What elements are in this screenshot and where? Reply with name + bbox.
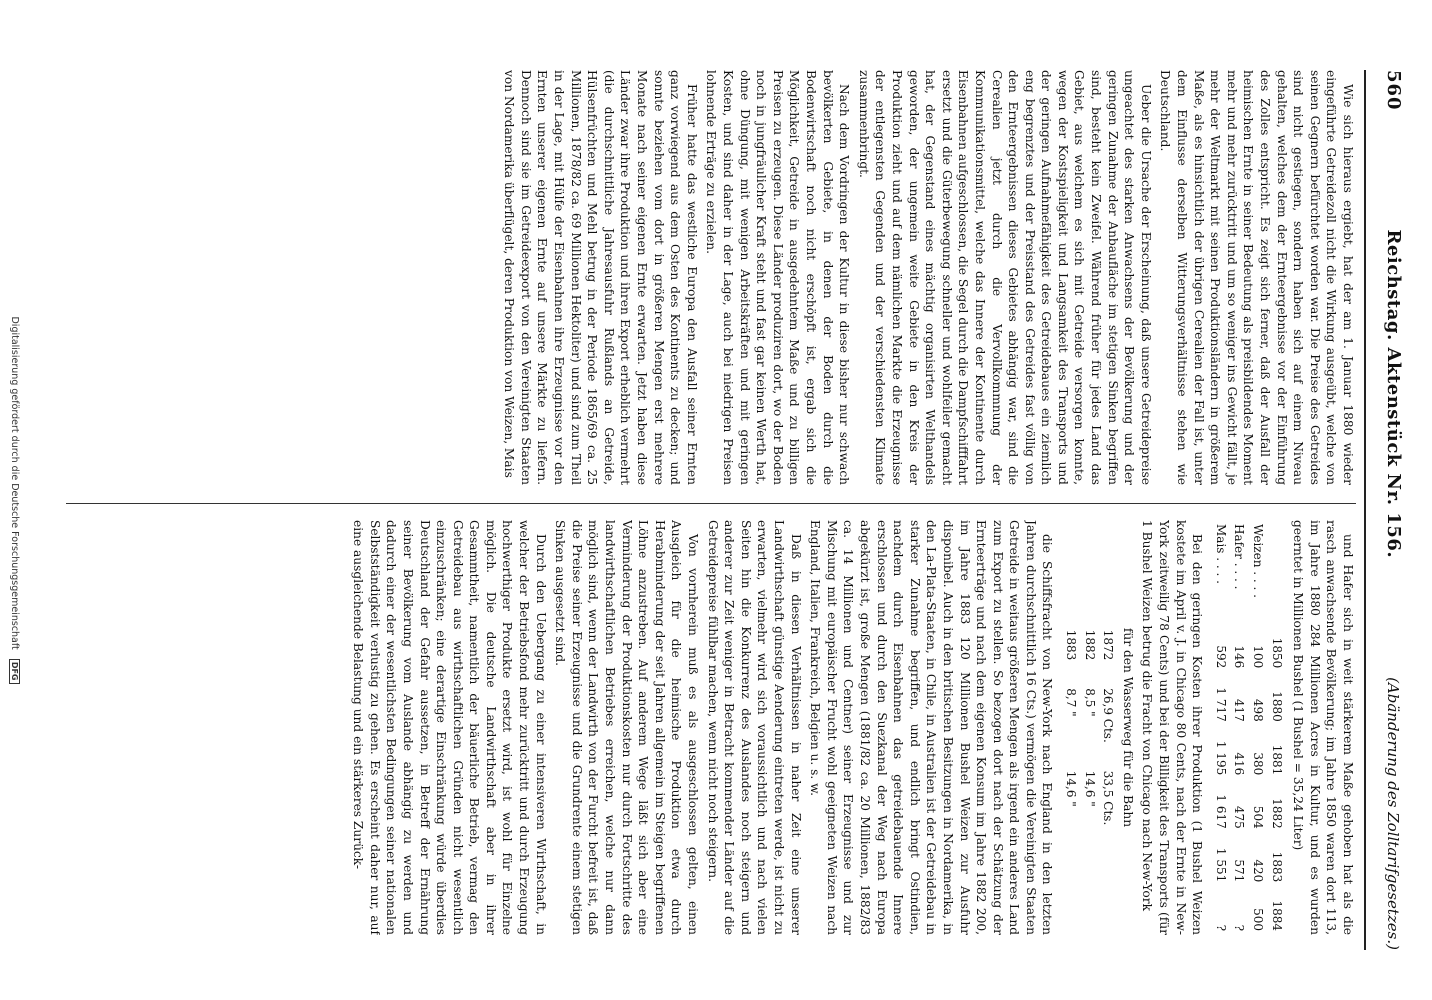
table-cell: 1 195 [1213, 740, 1228, 776]
table-cell: Mais . . . . [1213, 524, 1228, 584]
paragraph: Ueber die Ursache der Erscheinung, daß unsere Getreidepreise ungeachtet des starken Anwachsens der Bevölkerung und der geringen Zunahme der Anbaufläche im stetigen Sinken begriffen sind, besteht kein Zweifel. Während früher für jedes Land das Gebiet, aus welchem es sich mit Getreide versorgen konnte, wegen der Kostspieligkeit und Langsamkeit des Transports und der geringen Aufnahmefähigkeit des Getreidebaues ein ziemlich eng begrenztes und der Preisstand des Getreides fast völlig von den Ernteergebnissen dieses Gebietes abhängig war, sind die Cerealien jetzt durch die Vervollkommnung der Kommunikationsmittel, welche das Innere der Kontinente durch Eisenbahnen aufgeschlossen, die Segel durch die Dampfschifffahrt ersetzt und die Güterbewegung schneller und wohlfeiler gemacht hat, der Gegenstand eines mächtig organisirten Welthandels geworden, der ungemein weite Gebiete in den Kreis der Produktion zieht und auf dem nämlichen Markte die Erzeugnisse der entlegensten Gegenden und der verschiedensten Klimate zusammenbringt. [856, 70, 1153, 485]
table-cell: 1883 [1269, 851, 1284, 883]
table-cell: 1 617 [1213, 794, 1228, 829]
table-cell: 8,5 " [1082, 688, 1097, 717]
table-cell [1267, 520, 1286, 624]
paragraph: Durch den Uebergang zu einer intensiveren Wirthschaft, in welcher der Betriebsfond mehr zurücktritt und durch Erzeugung hochwerthiger Produkte ersetzt wird, ist wohl für Einzelne möglich. Die deutsche Landwirthschaft aber in ihrer Gesammtheit, namentlich der bäuerliche Betrieb, vermag den Getreidebau aus wirthschaftlichen Gründen nicht wesentlich einzuschränken; eine derartige Einschränkung würde überdies Deutschland der Gefahr aussetzen, in Betreff der Ernährung seiner Bevölkerung vom Auslande abhängig zu werden und dadurch einer der wesentlichsten Bedingungen seiner nationalen Selbstständigkeit verlustig zu gehen. Es erscheint daher nur, auf eine ausgleichende Belastung und ein stärkeres Zurück- [351, 520, 548, 935]
page-number: 560 [1383, 70, 1404, 111]
table-cell: 1 551 [1213, 847, 1228, 883]
table-cell: Hafer . . . . [1232, 524, 1247, 590]
table-cell: 1882 [1269, 798, 1284, 829]
table-cell: ? [1232, 924, 1247, 931]
table-header-row [1267, 520, 1286, 935]
paragraph: Früher hatte das westliche Europa den Ausfall seiner Ernten ganz vorwiegend aus dem Osten des Kontinents zu decken; und sonnte beziehen vom dort in größeren Mengen erst mehrere Monate nach seiner eigenen Ernte erwarten. Jetzt haben diese Länder zwar ihre Produktion und ihren Export erheblich vermehrt (die durchschnittliche Jahresausfuhr Rußlands an Getreide, Hülsenfrüchten und Mehl betrug in der Periode 1865/69 ca. 25 Millionen, 1878/82 ca. 69 Millionen Hektoliter) und sind zum Theil in der Lage, mit Hülfe der Eisenbahnen ihre Erzeugnisse vor den Ernten unserer eigenen Ernte auf unsere Märkte zu liefern. Dennoch sind sie im Getreideexport von den Vereinigten Staaten von Nordamerika überflügelt, deren Produktion von Weizen, Mais [502, 70, 699, 485]
table-row [1248, 520, 1267, 935]
left-column [66, 70, 1356, 485]
table-cell: 14,6 " [1082, 770, 1097, 807]
column-divider [66, 503, 1356, 504]
paragraph: und Hafer sich in weit stärkerem Maße gehoben hat als die rasch anwachsende Bevölkerung; im Jahre 1850 waren dort 113, im Jahre 1880 284 Millionen Acres in Kultur, und es wurden geerntet in Millionen Bushel (1 Bushel = 35,24 Liter) [1291, 520, 1355, 935]
table-row [1230, 520, 1249, 935]
table-cell: 1884 [1269, 900, 1284, 931]
table-cell: 146 [1232, 645, 1247, 669]
paragraph: Nach dem Vordringen der Kultur in diese bisher nur schwach bevölkerten Gebiete, in denen der Boden durch die Bodenwirtschaft noch nicht erschöpft ist, ergab sich die Möglichkeit, Getreide in ausgedehntem Maße und zu billigen Preisen zu erzeugen. Diese Länder produziren dort, wo der Boden noch in jungfräulicher Kraft steht und fast gar keinen Werth hat, ohne Düngung, mit wenigen Arbeitskräften und mit geringen Kosten, und sind daher in der Lage, auch bei niedrigen Preisen lohnende Erträge zu erzielen. [704, 70, 852, 485]
table-cell: 571 [1232, 859, 1247, 883]
table-cell: 33,5 Cts. [1101, 770, 1116, 826]
table-cell: 504 [1251, 805, 1266, 829]
freight-table [1062, 616, 1118, 840]
table-cell: 1872 [1101, 629, 1116, 661]
table-cell: 1882 [1082, 629, 1097, 661]
harvest-table [1211, 520, 1285, 935]
table-cell: 1880 [1269, 691, 1284, 722]
table-cell: 498 [1251, 698, 1266, 722]
table-cell: ? [1213, 924, 1228, 931]
table-cell: 1 717 [1213, 687, 1228, 722]
footer-text: Digitalisierung gefördert durch die Deutsche Forschungsgemeinschaft [9, 316, 20, 650]
paragraph: Wie sich hieraus ergiebt, hat der am 1. Januar 1880 wieder eingeführte Getreidezoll nicht die Wirkung ausgeübt, welche von seinen Gegnern befürchtet worden war. Die Preise des Getreides sind nicht gestiegen, sondern haben sich auf einem Niveau gehalten, welches dem der Ernteergebnisse vor der Einführung des Zolles entspricht. Es zeigt sich ferner, daß der Ausfall der heimischen Ernte in seiner Bedeutung als preisbildendes Moment mehr und mehr zurücktritt und um so weniger ins Gewicht fällt, je mehr der Weltmarkt mit seinen Produktionsländern in größerem Maße, als es hinsichtlich der übrigen Cerealien der Fall ist, unter dem Einflusse derselben Witterungsverhältnisse stehen wie Deutschland. [1158, 70, 1355, 485]
right-column [66, 520, 1356, 935]
table-cell: 592 [1213, 645, 1228, 669]
header-title: Reichstag. Aktenstück Nr. 156. [1383, 229, 1404, 559]
table-cell: 100 [1251, 645, 1266, 669]
table-cell: 1850 [1269, 637, 1284, 669]
paragraph: Daß in diesen Verhältnissen in naher Zeit eine unserer Landwirthschaft günstige Aenderung eintreten werde, ist nicht zu erwarten, vielmehr wird sich voraussichtlich und nach vielen Seiten hin die Konkurrenz des Auslandes noch steigern und anderer zur Zeit weniger in Betracht kommender Länder auf die Getreidepreise fühlbar machen, wenn nicht noch steigern. [705, 520, 803, 935]
table-cell: 417 [1232, 698, 1247, 722]
table-cell: 420 [1251, 859, 1266, 883]
table-cell: 1881 [1269, 744, 1284, 776]
table-cell: 416 [1232, 752, 1247, 776]
paragraph: Bei den geringen Kosten ihrer Produktion (1 Bushel Weizen kostete im April v. J. in Chicago 80 Cents, nach der Ernte in New-York zeitweilig 78 Cents) und bei der Billigkeit des Transports (für 1 Bushel Weizen betrug die Fracht von Chicago nach New-York [1140, 520, 1205, 935]
dfg-logo: DFG [9, 659, 20, 684]
table-cell: 380 [1251, 752, 1266, 776]
table-cell: 14,6 " [1064, 770, 1079, 807]
table-cell: 8,7 " [1064, 688, 1079, 717]
freight-table-title: für den Wasserweg für die Bahn [1120, 627, 1135, 828]
paragraph: die Schiffsfracht von New-York nach England in den letzten Jahren durchschnittlich 16 Cts.) vermögen die Vereinigten Staaten Getreide in weitaus größeren Mengen als irgend ein anderes Land zum Export zu stellen. So bezogen dort nach der Schätzung der Ernteerträge und nach dem eigenen Konsum im Jahre 1882 200, im Jahre 1883 120 Millionen Bushel Weizen zur Ausfuhr disponibel. Auch in den britischen Besitzungen in Nordamerika, in den La-Plata-Staaten, in Chile, in Australien ist der Getreidebau in starker Zunahme begriffen, und endlich bringt Ostindien, nachdem durch Eisenbahnen das getreidebauende Innere erschlossen und durch den Suezkanal der Weg nach Europa abgekürzt ist, große Mengen (1881/82 ca. 20 Millionen, 1882/83 ca. 14 Millionen und Centner) seiner Erzeugnisse und zur Mischung mit europäischer Frucht wohl geeigneten Weizen nach England, Italien, Frankreich, Belgien u. s. w. [808, 520, 1055, 935]
digitization-footer [9, 0, 20, 1000]
table-cell: 500 [1251, 908, 1266, 931]
table-row [1099, 616, 1118, 840]
table-row [1080, 616, 1099, 840]
table-row [1062, 616, 1081, 840]
table-cell: 1883 [1064, 629, 1079, 661]
table-cell: 26,9 Cts. [1101, 688, 1116, 743]
table-row [1211, 520, 1230, 935]
table-cell: 475 [1232, 805, 1247, 829]
paragraph: Von vornherein muß es als ausgeschlossen gelten, einen Ausgleich für die heimische Produktion etwa durch Herabminderung der seit Jahren allgemein im Steigen begriffenen Löhne anzustreben. Auf anderem Wege läßt sich aber eine Verminderung der Produktionskosten nur durch Fortschritte des landwirthschaftlichen Betriebes erreichen, welche nur dann möglich sind, wenn der Landwirth von der Furcht befreit ist, daß die Preise seiner Erzeugnisse und die Grundrente einem stetigen Sinken ausgesetzt sind. [553, 520, 701, 935]
page-header [1364, 70, 1404, 950]
table-cell: Weizen . . . . [1251, 524, 1266, 598]
header-subtitle: (Abänderung des Zolltarifgesetzes.) [1384, 677, 1402, 950]
